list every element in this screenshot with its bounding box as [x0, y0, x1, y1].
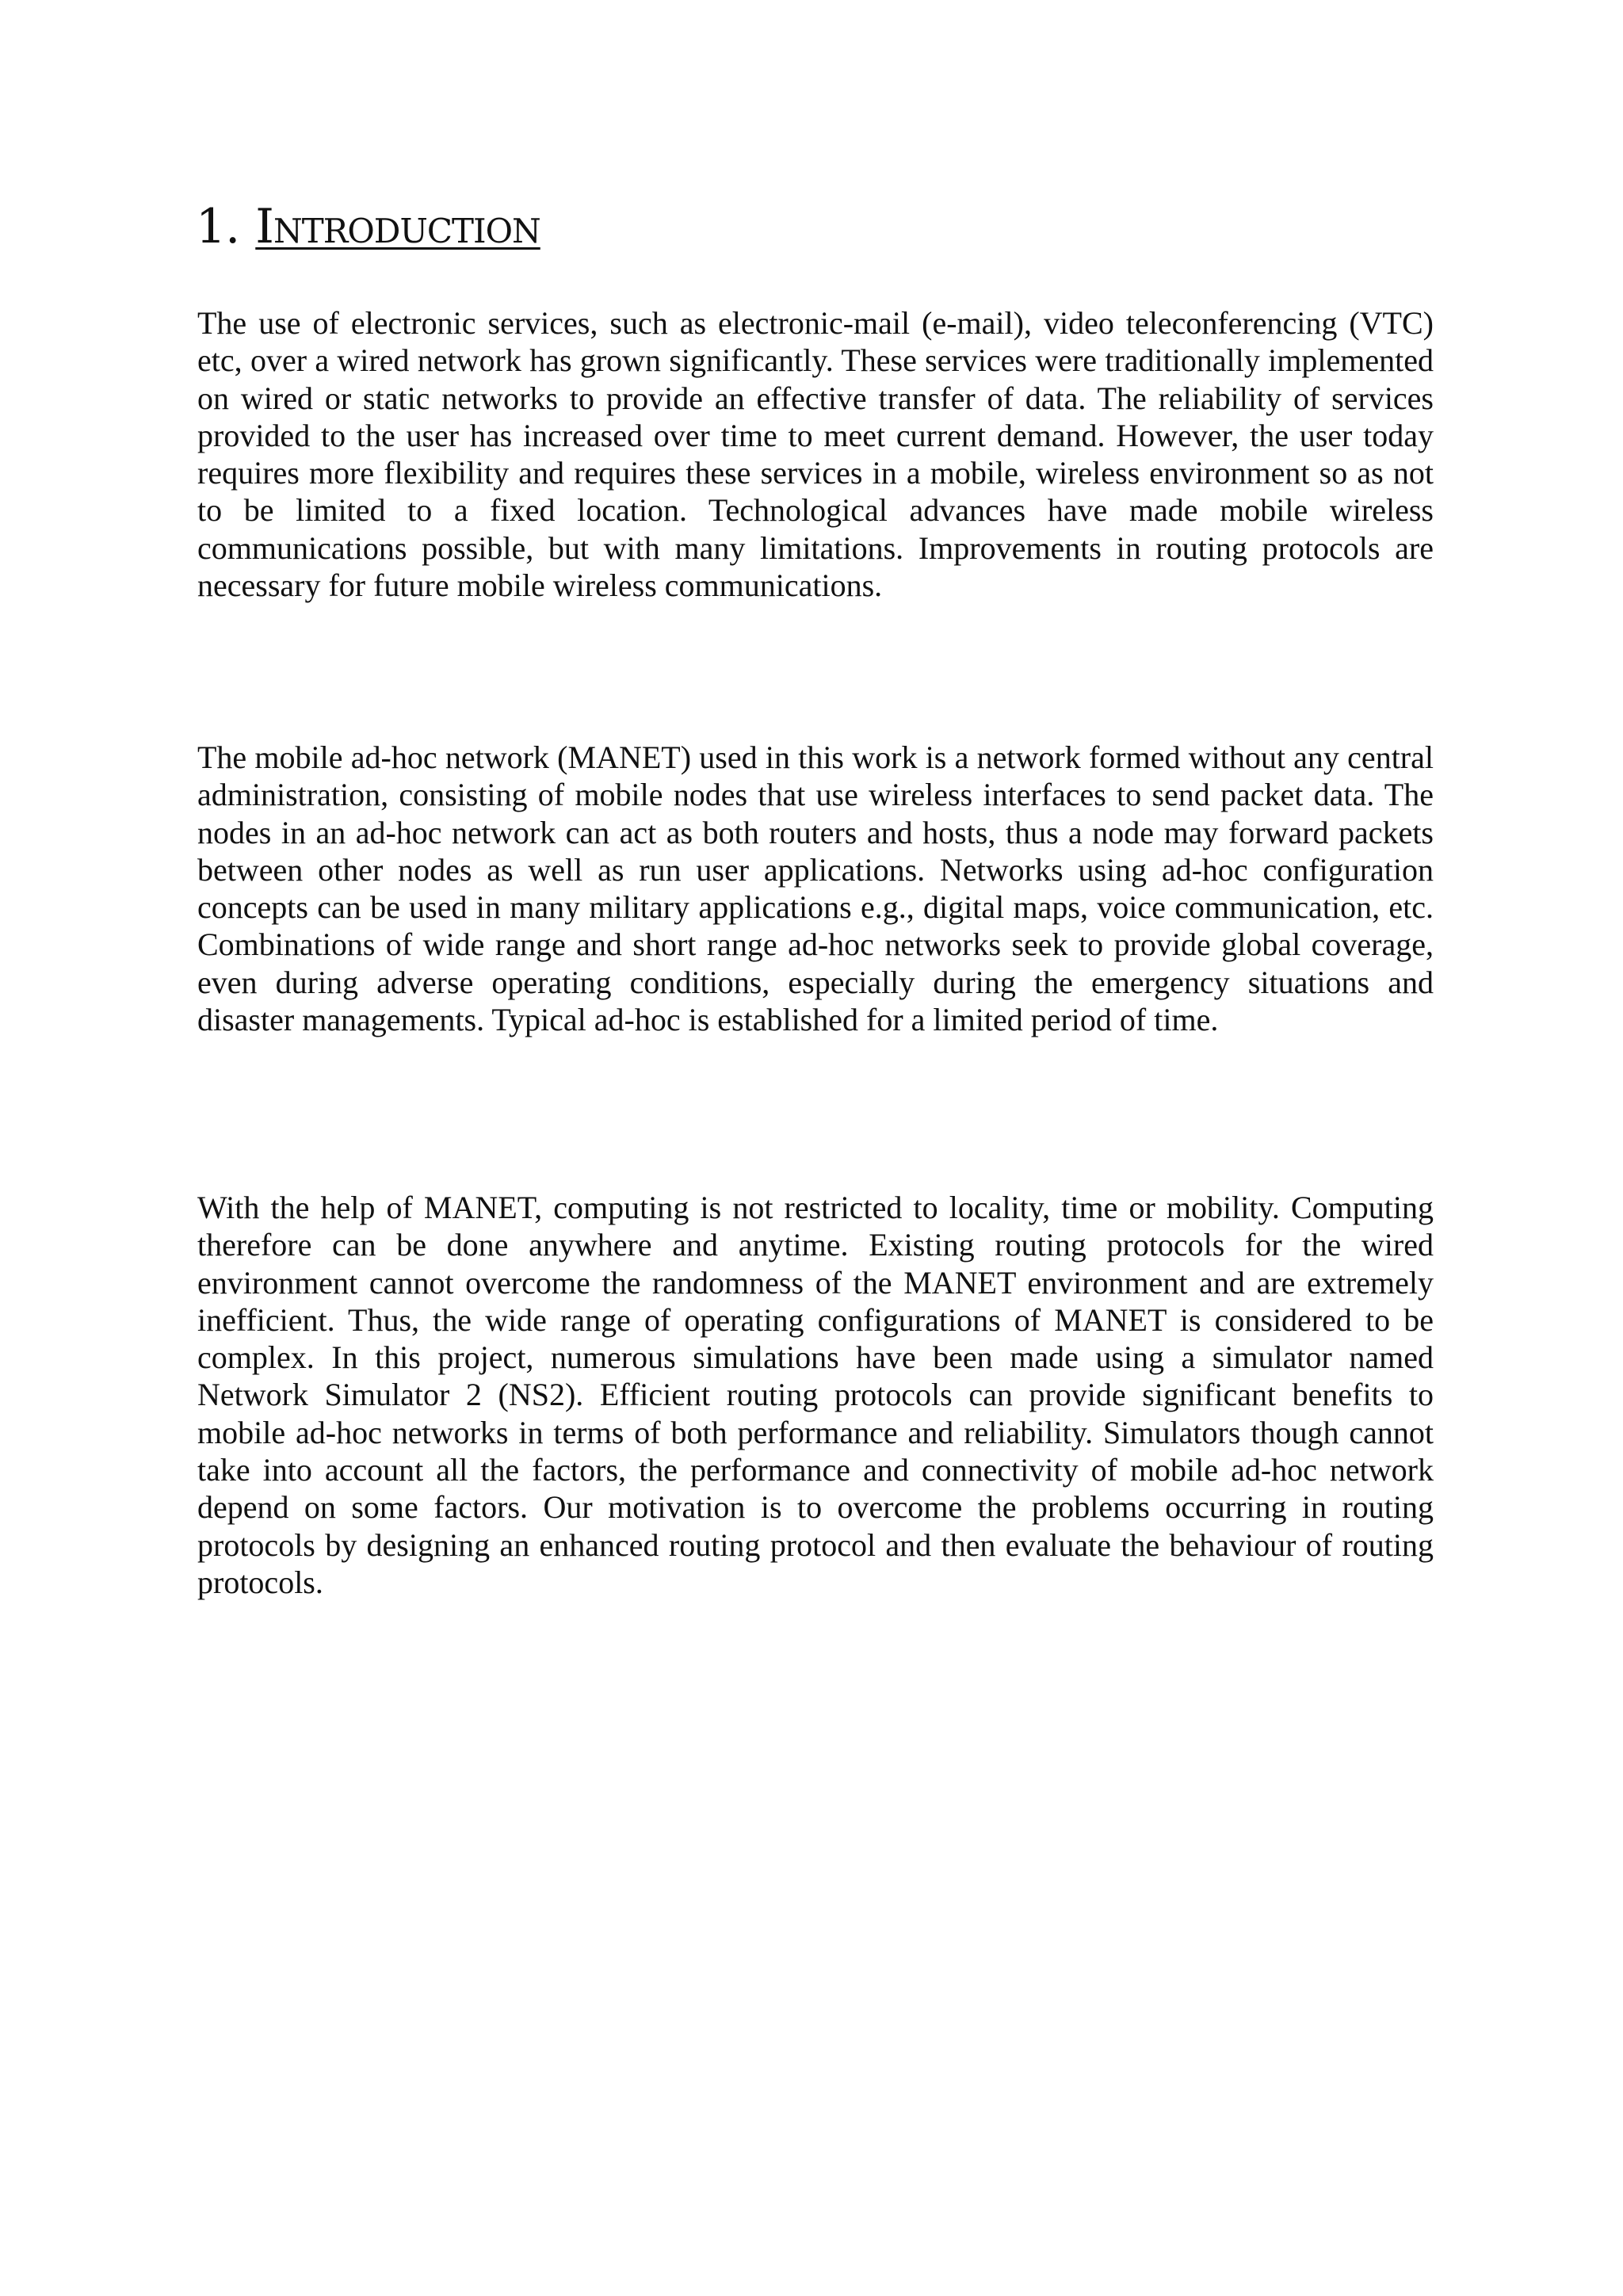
- paragraph-motivation: With the help of MANET, computing is not restricted to locality, time or mobility. Computing therefore can be done anywhere and anytime. Existing routing protocols for the wired environment cannot overcome the randomness of the MANET environment and are extremely inefficient. Thus, the wide range of operating configurations of MANET is considered to be complex. In this project, numerous simulations have been made using a simulator named Network Simulator 2 (NS2). Efficient routing protocols can provide significant benefits to mobile ad-hoc networks in terms of both performance and reliability. Simulators though cannot take into account all the factors, the performance and connectivity of mobile ad-hoc network depend on some factors. Our motivation is to overcome the problems occurring in routing protocols by designing an enhanced routing protocol and then evaluate the behaviour of routing protocols.: [197, 1190, 1434, 1600]
- paragraph-manet-definition: The mobile ad-hoc network (MANET) used in this work is a network formed without any central administration, consisting of mobile nodes that use wireless interfaces to send packet data. The nodes in an ad-hoc network can act as both routers and hosts, thus a node may forward packets between other nodes as well as run user applications. Networks using ad-hoc configuration concepts can be used in many military applications e.g., digital maps, voice communication, etc. Combinations of wide range and short range ad-hoc networks seek to provide global coverage, even during adverse operating conditions, especially during the emergency situations and disaster managements. Typical ad-hoc is established for a limited period of time.: [197, 739, 1434, 1038]
- section-number: 1.: [196, 199, 240, 254]
- section-title: Introduction: [255, 199, 540, 254]
- paragraph-intro-services: The use of electronic services, such as electronic-mail (e-mail), video teleconferencing (VTC) etc, over a wired network has grown significantly. These services were traditionally implemented on wired or static networks to provide an effective transfer of data. The reliability of services provided to the user has increased over time to meet current demand. However, the user today requires more flexibility and requires these services in a mobile, wireless environment so as not to be limited to a fixed location. Technological advances have made mobile wireless communications possible, but with many limitations. Improvements in routing protocols are necessary for future mobile wireless communications.: [197, 305, 1434, 604]
- section-heading: [196, 197, 540, 257]
